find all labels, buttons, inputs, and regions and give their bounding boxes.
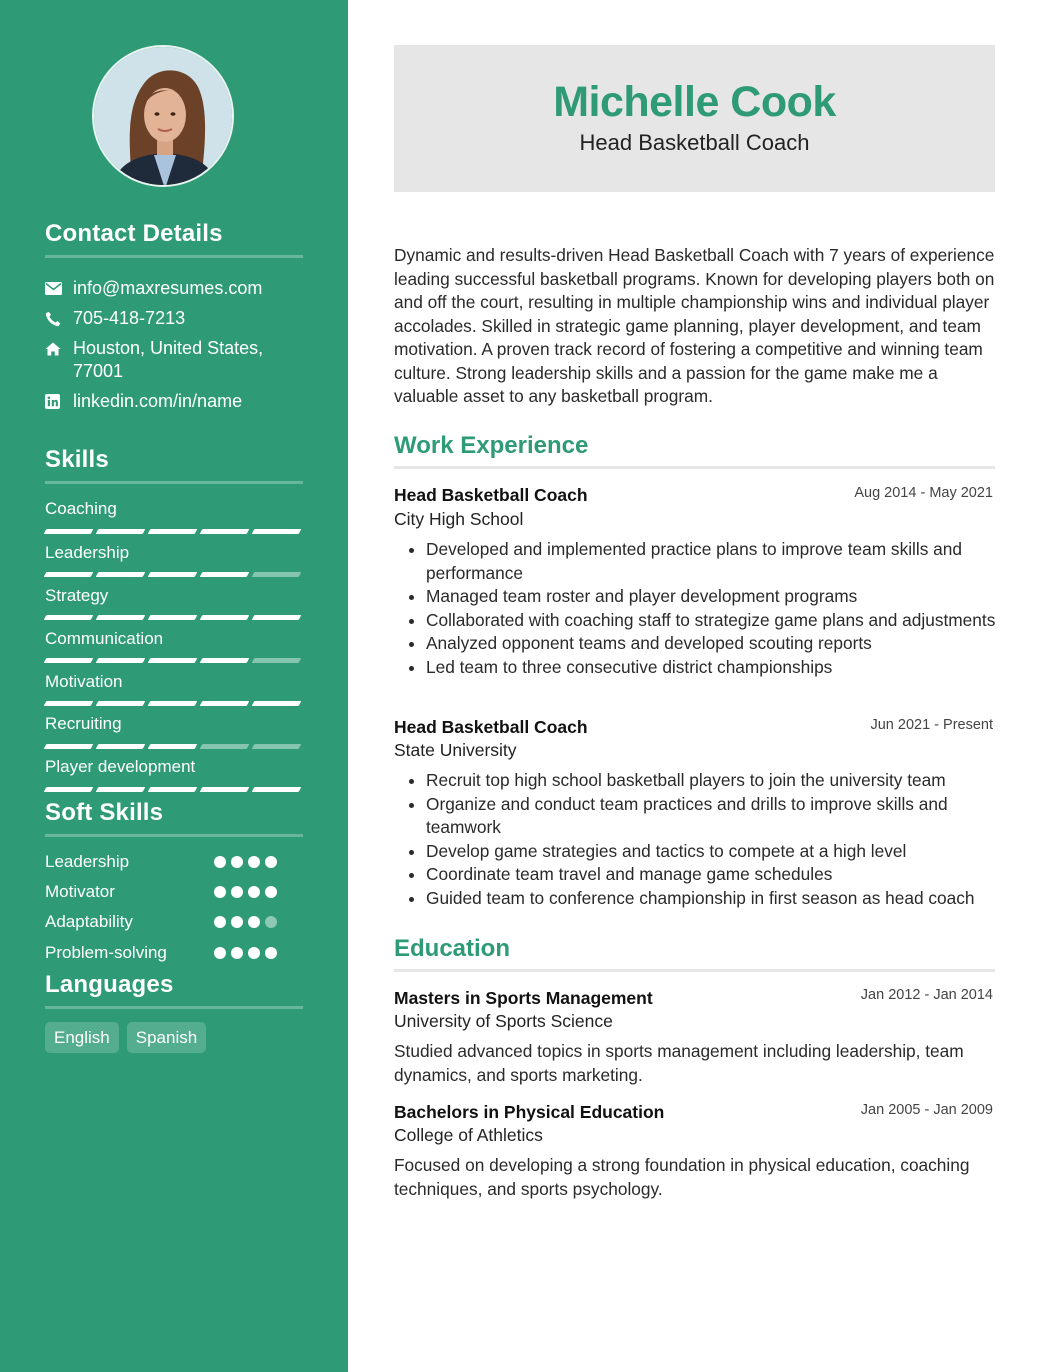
rating-segment bbox=[148, 701, 198, 706]
job-bullet: • Analyzed opponent teams and developed scouting reports bbox=[426, 632, 998, 656]
rating-segment bbox=[231, 947, 243, 959]
education-dates: Jan 2005 - Jan 2009 bbox=[860, 1102, 993, 1118]
job-bullet: • Developed and implemented practice plans to improve team skills and performance bbox=[426, 538, 998, 585]
contact-phone[interactable] bbox=[45, 307, 303, 330]
rating-segment bbox=[44, 615, 94, 620]
contact-address-text: Houston, United States, 77001 bbox=[73, 338, 264, 381]
rating-segment bbox=[214, 886, 226, 898]
contact-divider bbox=[45, 255, 303, 258]
rating-segment bbox=[200, 744, 250, 749]
job-bullet: • Develop game strategies and tactics to compete at a high level bbox=[426, 840, 998, 864]
language-tag: Spanish bbox=[127, 1022, 206, 1053]
language-tag: English bbox=[45, 1022, 119, 1053]
job-bullet: • Collaborated with coaching staff to strategize game plans and adjustments bbox=[426, 609, 998, 633]
degree-title: Masters in Sports Management bbox=[394, 988, 653, 1008]
job-title: Head Basketball Coach bbox=[394, 717, 588, 737]
rating-segment bbox=[44, 787, 94, 792]
contact-linkedin[interactable] bbox=[45, 390, 303, 413]
job-organization: State University bbox=[394, 740, 517, 760]
rating-segment bbox=[231, 916, 243, 928]
skill-rating bbox=[45, 744, 300, 749]
education-description: Studied advanced topics in sports management including leadership, team dynamics, and sports marketing. bbox=[394, 1041, 964, 1085]
rating-segment bbox=[214, 916, 226, 928]
job-bullet: • Guided team to conference championship in first season as head coach bbox=[426, 887, 998, 911]
candidate-role: Head Basketball Coach bbox=[579, 130, 810, 155]
job-dates: Aug 2014 - May 2021 bbox=[854, 485, 993, 501]
rating-segment bbox=[148, 744, 198, 749]
job-title: Head Basketball Coach bbox=[394, 485, 588, 505]
job-bullets bbox=[394, 769, 998, 911]
rating-segment bbox=[200, 701, 250, 706]
work-section-title: Work Experience bbox=[394, 432, 589, 459]
rating-segment bbox=[148, 529, 198, 534]
rating-segment bbox=[252, 615, 302, 620]
rating-segment bbox=[96, 658, 146, 663]
linkedin-icon bbox=[45, 390, 73, 413]
profile-photo bbox=[92, 45, 234, 187]
skill-rating bbox=[45, 787, 300, 792]
skill-name: Strategy bbox=[45, 586, 109, 605]
job-bullet: • Led team to three consecutive district championships bbox=[426, 656, 998, 680]
rating-segment bbox=[214, 856, 226, 868]
skill-rating bbox=[45, 658, 300, 663]
rating-segment bbox=[200, 529, 250, 534]
rating-segment bbox=[265, 916, 277, 928]
education-description: Focused on developing a strong foundation in physical education, coaching techniques, and sports psychology. bbox=[394, 1155, 970, 1199]
rating-segment bbox=[148, 787, 198, 792]
skill-name: Coaching bbox=[45, 499, 117, 518]
languages-section-title: Languages bbox=[45, 971, 174, 998]
education-dates: Jan 2012 - Jan 2014 bbox=[860, 987, 993, 1003]
rating-segment bbox=[96, 744, 146, 749]
job-dates: Jun 2021 - Present bbox=[870, 717, 993, 733]
job-organization: City High School bbox=[394, 509, 524, 529]
skill-name: Communication bbox=[45, 629, 164, 648]
contact-phone-text: 705-418-7213 bbox=[73, 308, 186, 328]
job-bullet: • Coordinate team travel and manage game schedules bbox=[426, 863, 998, 887]
rating-segment bbox=[44, 701, 94, 706]
rating-segment bbox=[200, 787, 250, 792]
soft-skill-name: Problem-solving bbox=[45, 943, 167, 962]
skill-rating bbox=[45, 572, 300, 577]
work-divider bbox=[394, 466, 995, 469]
soft-skill-rating bbox=[214, 947, 277, 959]
sidebar bbox=[0, 0, 348, 1372]
name-header bbox=[394, 45, 995, 192]
soft-skill-rating bbox=[214, 886, 277, 898]
soft-skill-rating bbox=[214, 856, 277, 868]
contact-address bbox=[45, 337, 303, 383]
soft-skill-name: Motivator bbox=[45, 882, 115, 901]
soft-skills-section-title: Soft Skills bbox=[45, 799, 164, 826]
job-bullet: • Organize and conduct team practices and drills to improve skills and teamwork bbox=[426, 793, 998, 840]
rating-segment bbox=[231, 886, 243, 898]
rating-segment bbox=[265, 947, 277, 959]
rating-segment bbox=[248, 856, 260, 868]
skill-name: Player development bbox=[45, 757, 196, 776]
rating-segment bbox=[248, 886, 260, 898]
skill-name: Motivation bbox=[45, 672, 123, 691]
soft-skill-name: Leadership bbox=[45, 852, 130, 871]
rating-segment bbox=[44, 744, 94, 749]
rating-segment bbox=[148, 615, 198, 620]
education-section-title: Education bbox=[394, 935, 511, 962]
rating-segment bbox=[252, 744, 302, 749]
soft-skill-name: Adaptability bbox=[45, 912, 133, 931]
rating-segment bbox=[96, 787, 146, 792]
skill-name: Recruiting bbox=[45, 714, 122, 733]
summary-text: Dynamic and results-driven Head Basketball Coach with 7 years of experience leading successful basketball programs. Known for developing players both on and off the court, resulting in multiple championship wins and individual player accolades. Skilled in strategic game planning, player development, and team motivation. A proven track record of fostering a competitive and winning team culture. Strong leadership skills and a passion for the game make me a valuable asset to any basketball program. bbox=[394, 245, 995, 406]
rating-segment bbox=[252, 701, 302, 706]
contact-linkedin-text: linkedin.com/in/name bbox=[73, 391, 243, 411]
rating-segment bbox=[44, 658, 94, 663]
languages-divider bbox=[45, 1006, 303, 1009]
soft-skill-rating bbox=[214, 916, 277, 928]
rating-segment bbox=[96, 529, 146, 534]
rating-segment bbox=[252, 572, 302, 577]
rating-segment bbox=[265, 856, 277, 868]
rating-segment bbox=[265, 886, 277, 898]
rating-segment bbox=[96, 615, 146, 620]
skill-name: Leadership bbox=[45, 543, 130, 562]
rating-segment bbox=[252, 658, 302, 663]
home-icon bbox=[45, 337, 73, 360]
school-name: College of Athletics bbox=[394, 1125, 543, 1145]
language-list bbox=[45, 1022, 206, 1053]
rating-segment bbox=[231, 856, 243, 868]
rating-segment bbox=[200, 615, 250, 620]
education-divider bbox=[394, 969, 995, 972]
rating-segment bbox=[252, 529, 302, 534]
soft-skills-divider bbox=[45, 834, 303, 837]
rating-segment bbox=[148, 572, 198, 577]
skill-rating bbox=[45, 529, 300, 534]
rating-segment bbox=[148, 658, 198, 663]
candidate-name: Michelle Cook bbox=[553, 78, 836, 126]
rating-segment bbox=[44, 572, 94, 577]
rating-segment bbox=[248, 947, 260, 959]
skill-rating bbox=[45, 701, 300, 706]
contact-section-title: Contact Details bbox=[45, 220, 223, 247]
rating-segment bbox=[96, 572, 146, 577]
school-name: University of Sports Science bbox=[394, 1011, 613, 1031]
job-bullets bbox=[394, 538, 998, 680]
degree-title: Bachelors in Physical Education bbox=[394, 1102, 665, 1122]
job-bullet: • Recruit top high school basketball players to join the university team bbox=[426, 769, 998, 793]
rating-segment bbox=[44, 529, 94, 534]
contact-email[interactable] bbox=[45, 277, 303, 300]
phone-icon bbox=[45, 307, 73, 330]
job-bullet: • Managed team roster and player development programs bbox=[426, 585, 998, 609]
envelope-icon bbox=[45, 277, 73, 300]
contact-email-text: info@maxresumes.com bbox=[73, 278, 263, 298]
skill-rating bbox=[45, 615, 300, 620]
skills-section-title: Skills bbox=[45, 446, 109, 473]
rating-segment bbox=[200, 572, 250, 577]
rating-segment bbox=[214, 947, 226, 959]
rating-segment bbox=[252, 787, 302, 792]
rating-segment bbox=[248, 916, 260, 928]
skills-divider bbox=[45, 481, 303, 484]
rating-segment bbox=[200, 658, 250, 663]
rating-segment bbox=[96, 701, 146, 706]
